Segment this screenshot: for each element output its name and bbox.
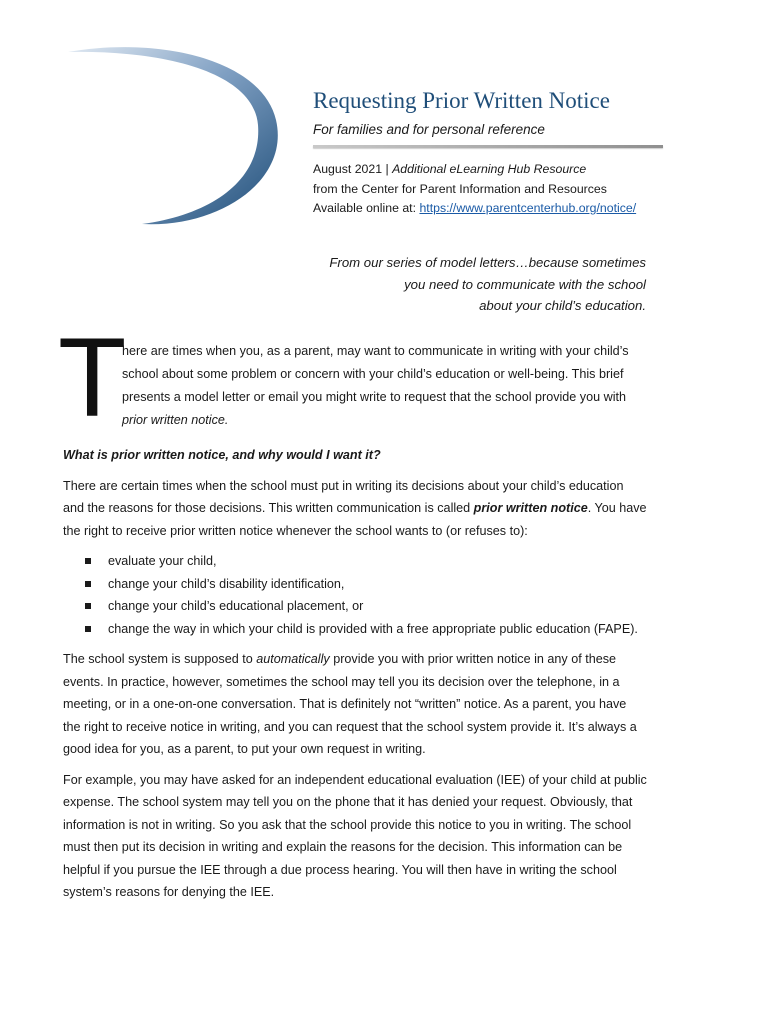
paragraph-line: must then put its decision in writing and explain the reasons for the decision. This information can be: [63, 840, 623, 854]
section-heading: What is prior written notice, and why would I want it?: [63, 448, 381, 462]
source-line: from the Center for Parent Information and Resources: [313, 181, 607, 196]
text-run: The school system is supposed to: [63, 652, 257, 666]
paragraph-line: For example, you may have asked for an independent educational evaluation (IEE) of your child at public: [63, 772, 647, 787]
paragraph-line: There are certain times when the school must put in writing its decisions about your child’s education: [63, 478, 624, 493]
intro-line: here are times when you, as a parent, may want to communicate in writing with your child’s: [122, 344, 629, 358]
bullet-list: [63, 550, 713, 640]
document-subtitle: For families and for personal reference: [313, 122, 545, 137]
available-label: Available online at:: [313, 201, 417, 215]
notice-url-link[interactable]: https://www.parentcenterhub.org/notice/: [419, 201, 637, 215]
main-content: [63, 444, 713, 912]
series-note-line: you need to communicate with the school: [404, 276, 646, 292]
paragraph-line: [63, 648, 713, 671]
text-run: provide you with prior written notice in any of these: [329, 652, 617, 666]
date-line: [313, 160, 636, 180]
list-item: evaluate your child,: [85, 550, 713, 573]
emphasis-automatically: automatically: [256, 652, 330, 666]
series-note: [329, 252, 646, 317]
list-item: change the way in which your child is provided with a free appropriate public education (FAPE).: [85, 618, 713, 641]
paragraph-line: the right to receive notice in writing, and you can request that the school system provide it. It’s always a: [63, 719, 637, 734]
paragraph-line: [63, 497, 713, 520]
publication-info: [313, 160, 636, 219]
text-run: . You have: [587, 501, 647, 515]
paragraph-line: expense. The school system may tell you on the phone that it has denied your request. Obviously, that: [63, 795, 633, 809]
paragraph-line: events. In practice, however, sometimes the school may tell you its decision over the telephone, in a: [63, 674, 620, 689]
drop-cap: T: [58, 315, 127, 440]
paragraph-line: the right to receive prior written notice whenever the school wants to (or refuses to):: [63, 523, 528, 538]
list-item: change your child’s disability identification,: [85, 573, 713, 596]
resource-type: Additional eLearning Hub Resource: [392, 162, 587, 176]
paragraph-line: system’s reasons for denying the IEE.: [63, 885, 275, 899]
document-title: Requesting Prior Written Notice: [313, 88, 610, 113]
paragraph-automatic: [63, 648, 713, 761]
availability-line: [313, 199, 636, 219]
paragraph-line: meeting, or in a one-on-one conversation. That is definitely not “written” notice. As a parent, you have: [63, 697, 627, 711]
series-note-line: about your child’s education.: [479, 298, 646, 313]
intro-line: prior written notice.: [122, 413, 229, 427]
paragraph-example: [63, 769, 713, 904]
paragraph-definition: [63, 475, 713, 543]
intro-line: school about some problem or concern with your child’s education or well-being. This brief: [122, 367, 624, 381]
publication-date: August 2021 |: [313, 162, 389, 176]
logo-swoosh-graphic: [0, 0, 300, 240]
header-divider: [313, 145, 663, 148]
text-run: and the reasons for those decisions. This written communication is called: [63, 501, 474, 515]
paragraph-line: information is not in writing. So you ask that the school provide this notice to you in writing. The school: [63, 817, 632, 832]
paragraph-line: good idea for you, as a parent, to put your own request in writing.: [63, 742, 426, 756]
list-item: change your child’s educational placement, or: [85, 595, 713, 618]
paragraph-line: helpful if you pursue the IEE through a due process hearing. You will then have in writing the school: [63, 862, 617, 877]
intro-line: presents a model letter or email you might write to request that the school provide you with: [122, 390, 627, 404]
emphasis-prior-written-notice: prior written notice: [473, 501, 588, 515]
intro-paragraph: [122, 340, 704, 432]
series-note-line: From our series of model letters…because sometimes: [329, 255, 646, 270]
